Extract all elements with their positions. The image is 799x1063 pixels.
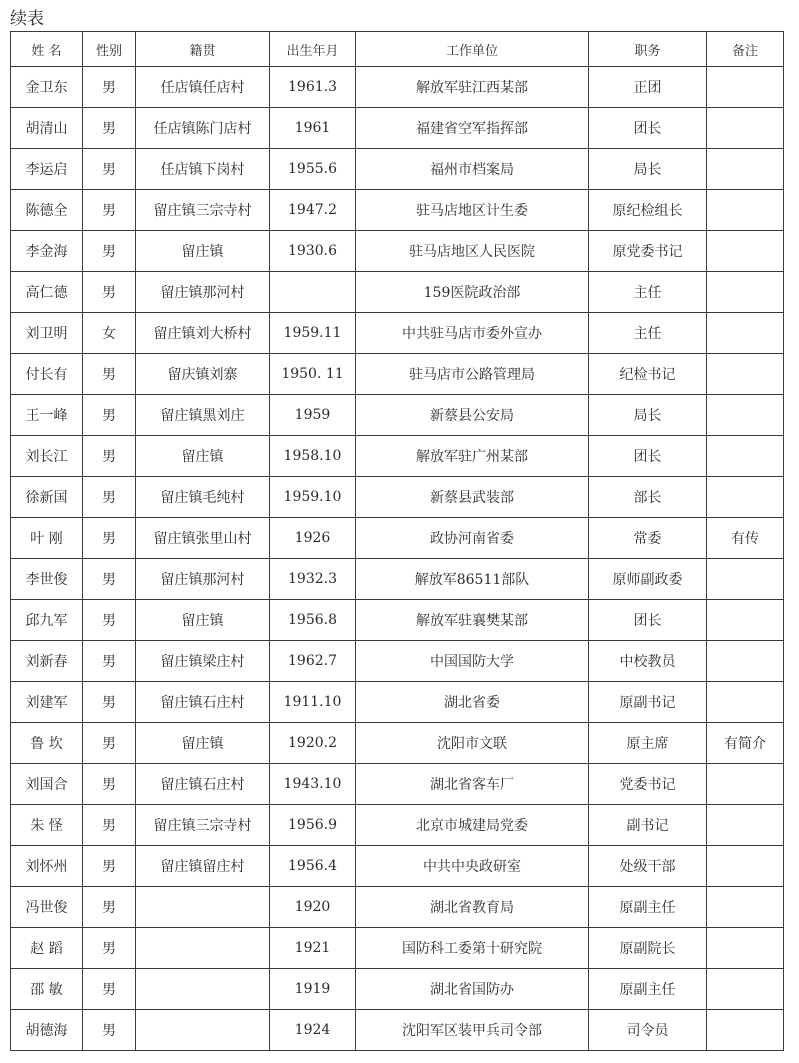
birth-date-cell: 1956.8: [270, 600, 356, 641]
name-cell: 叶 刚: [11, 518, 83, 559]
gender-cell: 男: [83, 231, 136, 272]
birth-date-cell: 1958.10: [270, 436, 356, 477]
header-birth-date: 出生年月: [270, 32, 356, 67]
remarks-cell: [707, 231, 784, 272]
birth-date-cell: 1955.6: [270, 149, 356, 190]
table-row: [11, 436, 784, 477]
gender-cell: 男: [83, 67, 136, 108]
name-cell: 刘新春: [11, 641, 83, 682]
table-row: [11, 559, 784, 600]
table-row: [11, 354, 784, 395]
work-unit-cell: 新蔡县公安局: [356, 395, 589, 436]
work-unit-cell: 北京市城建局党委: [356, 805, 589, 846]
birth-date-cell: 1920: [270, 887, 356, 928]
table-row: [11, 108, 784, 149]
table-row: [11, 600, 784, 641]
table-row: [11, 313, 784, 354]
position-cell: 司令员: [589, 1010, 707, 1051]
work-unit-cell: 驻马店地区人民医院: [356, 231, 589, 272]
birth-date-cell: [270, 272, 356, 313]
birth-date-cell: 1959.11: [270, 313, 356, 354]
remarks-cell: [707, 641, 784, 682]
gender-cell: 女: [83, 313, 136, 354]
table-row: [11, 969, 784, 1010]
work-unit-cell: 159医院政治部: [356, 272, 589, 313]
position-cell: 原纪检组长: [589, 190, 707, 231]
header-remarks: 备注: [707, 32, 784, 67]
table-row: [11, 1010, 784, 1051]
native-place-cell: [136, 928, 270, 969]
position-cell: 原副主任: [589, 887, 707, 928]
personnel-table: [10, 31, 784, 1051]
name-cell: 刘卫明: [11, 313, 83, 354]
position-cell: 原主席: [589, 723, 707, 764]
native-place-cell: 留庄镇黑刘庄: [136, 395, 270, 436]
work-unit-cell: 解放军驻江西某部: [356, 67, 589, 108]
name-cell: 胡清山: [11, 108, 83, 149]
table-row: [11, 928, 784, 969]
name-cell: 冯世俊: [11, 887, 83, 928]
work-unit-cell: 湖北省委: [356, 682, 589, 723]
birth-date-cell: 1959.10: [270, 477, 356, 518]
native-place-cell: [136, 969, 270, 1010]
remarks-cell: [707, 559, 784, 600]
native-place-cell: 留庄镇三宗寺村: [136, 805, 270, 846]
table-row: [11, 67, 784, 108]
position-cell: 局长: [589, 149, 707, 190]
native-place-cell: 任店镇下岗村: [136, 149, 270, 190]
name-cell: 邵 敏: [11, 969, 83, 1010]
birth-date-cell: 1956.4: [270, 846, 356, 887]
name-cell: 鲁 坎: [11, 723, 83, 764]
table-row: [11, 231, 784, 272]
native-place-cell: 留庄镇毛纯村: [136, 477, 270, 518]
native-place-cell: [136, 887, 270, 928]
work-unit-cell: 中国国防大学: [356, 641, 589, 682]
birth-date-cell: 1961: [270, 108, 356, 149]
native-place-cell: 留庆镇刘寨: [136, 354, 270, 395]
table-row: [11, 805, 784, 846]
header-gender: 性别: [83, 32, 136, 67]
name-cell: 王一峰: [11, 395, 83, 436]
position-cell: 党委书记: [589, 764, 707, 805]
work-unit-cell: 湖北省国防办: [356, 969, 589, 1010]
table-row: [11, 641, 784, 682]
remarks-cell: [707, 108, 784, 149]
native-place-cell: 留庄镇张里山村: [136, 518, 270, 559]
position-cell: 原副书记: [589, 682, 707, 723]
name-cell: 胡德海: [11, 1010, 83, 1051]
header-row: [11, 32, 784, 67]
work-unit-cell: 沈阳军区装甲兵司令部: [356, 1010, 589, 1051]
table-row: [11, 518, 784, 559]
work-unit-cell: 新蔡县武装部: [356, 477, 589, 518]
native-place-cell: 留庄镇: [136, 723, 270, 764]
birth-date-cell: 1943.10: [270, 764, 356, 805]
work-unit-cell: 湖北省教育局: [356, 887, 589, 928]
position-cell: 副书记: [589, 805, 707, 846]
gender-cell: 男: [83, 436, 136, 477]
native-place-cell: 留庄镇: [136, 436, 270, 477]
name-cell: 刘长江: [11, 436, 83, 477]
remarks-cell: [707, 1010, 784, 1051]
table-row: [11, 395, 784, 436]
position-cell: 原副院长: [589, 928, 707, 969]
work-unit-cell: 福州市档案局: [356, 149, 589, 190]
name-cell: 李运启: [11, 149, 83, 190]
position-cell: 中校教员: [589, 641, 707, 682]
name-cell: 刘怀州: [11, 846, 83, 887]
header-native-place: 籍贯: [136, 32, 270, 67]
header-name: 姓 名: [11, 32, 83, 67]
work-unit-cell: 解放军驻襄樊某部: [356, 600, 589, 641]
work-unit-cell: 福建省空军指挥部: [356, 108, 589, 149]
birth-date-cell: 1919: [270, 969, 356, 1010]
position-cell: 主任: [589, 272, 707, 313]
table-row: [11, 272, 784, 313]
remarks-cell: [707, 928, 784, 969]
birth-date-cell: 1961.3: [270, 67, 356, 108]
native-place-cell: 任店镇陈门店村: [136, 108, 270, 149]
work-unit-cell: 湖北省客车厂: [356, 764, 589, 805]
table-row: [11, 477, 784, 518]
native-place-cell: 留庄镇梁庄村: [136, 641, 270, 682]
remarks-cell: [707, 600, 784, 641]
table-row: [11, 846, 784, 887]
native-place-cell: 留庄镇石庄村: [136, 764, 270, 805]
work-unit-cell: 解放军86511部队: [356, 559, 589, 600]
name-cell: 高仁德: [11, 272, 83, 313]
remarks-cell: [707, 67, 784, 108]
gender-cell: 男: [83, 1010, 136, 1051]
native-place-cell: 留庄镇那河村: [136, 559, 270, 600]
gender-cell: 男: [83, 764, 136, 805]
work-unit-cell: 国防科工委第十研究院: [356, 928, 589, 969]
header-position: 职务: [589, 32, 707, 67]
birth-date-cell: 1956.9: [270, 805, 356, 846]
birth-date-cell: 1959: [270, 395, 356, 436]
position-cell: 处级干部: [589, 846, 707, 887]
gender-cell: 男: [83, 395, 136, 436]
work-unit-cell: 中共中央政研室: [356, 846, 589, 887]
gender-cell: 男: [83, 149, 136, 190]
position-cell: 团长: [589, 436, 707, 477]
gender-cell: 男: [83, 805, 136, 846]
remarks-cell: 有简介: [707, 723, 784, 764]
remarks-cell: [707, 805, 784, 846]
gender-cell: 男: [83, 846, 136, 887]
work-unit-cell: 驻马店市公路管理局: [356, 354, 589, 395]
position-cell: 常委: [589, 518, 707, 559]
header-work-unit: 工作单位: [356, 32, 589, 67]
name-cell: 金卫东: [11, 67, 83, 108]
remarks-cell: [707, 682, 784, 723]
position-cell: 团长: [589, 600, 707, 641]
table-row: [11, 723, 784, 764]
name-cell: 刘建军: [11, 682, 83, 723]
name-cell: 朱 怪: [11, 805, 83, 846]
position-cell: 主任: [589, 313, 707, 354]
native-place-cell: 留庄镇刘大桥村: [136, 313, 270, 354]
table-row: [11, 682, 784, 723]
work-unit-cell: 沈阳市文联: [356, 723, 589, 764]
table-row: [11, 764, 784, 805]
gender-cell: 男: [83, 477, 136, 518]
work-unit-cell: 政协河南省委: [356, 518, 589, 559]
remarks-cell: [707, 846, 784, 887]
table-row: [11, 887, 784, 928]
table-body: [11, 67, 784, 1051]
gender-cell: 男: [83, 969, 136, 1010]
birth-date-cell: 1911.10: [270, 682, 356, 723]
remarks-cell: [707, 764, 784, 805]
birth-date-cell: 1950. 11: [270, 354, 356, 395]
position-cell: 原师副政委: [589, 559, 707, 600]
name-cell: 李世俊: [11, 559, 83, 600]
birth-date-cell: 1962.7: [270, 641, 356, 682]
remarks-cell: [707, 313, 784, 354]
position-cell: 原党委书记: [589, 231, 707, 272]
remarks-cell: [707, 190, 784, 231]
native-place-cell: 留庄镇: [136, 600, 270, 641]
remarks-cell: 有传: [707, 518, 784, 559]
birth-date-cell: 1921: [270, 928, 356, 969]
gender-cell: 男: [83, 887, 136, 928]
birth-date-cell: 1930.6: [270, 231, 356, 272]
remarks-cell: [707, 887, 784, 928]
gender-cell: 男: [83, 272, 136, 313]
native-place-cell: 留庄镇: [136, 231, 270, 272]
native-place-cell: 留庄镇石庄村: [136, 682, 270, 723]
birth-date-cell: 1926: [270, 518, 356, 559]
remarks-cell: [707, 149, 784, 190]
name-cell: 付长有: [11, 354, 83, 395]
work-unit-cell: 中共驻马店市委外宣办: [356, 313, 589, 354]
name-cell: 刘国合: [11, 764, 83, 805]
remarks-cell: [707, 477, 784, 518]
gender-cell: 男: [83, 190, 136, 231]
table-row: [11, 149, 784, 190]
birth-date-cell: 1947.2: [270, 190, 356, 231]
name-cell: 陈德全: [11, 190, 83, 231]
name-cell: 李金海: [11, 231, 83, 272]
birth-date-cell: 1932.3: [270, 559, 356, 600]
gender-cell: 男: [83, 518, 136, 559]
work-unit-cell: 驻马店地区计生委: [356, 190, 589, 231]
remarks-cell: [707, 969, 784, 1010]
native-place-cell: [136, 1010, 270, 1051]
position-cell: 团长: [589, 108, 707, 149]
gender-cell: 男: [83, 108, 136, 149]
work-unit-cell: 解放军驻广州某部: [356, 436, 589, 477]
position-cell: 局长: [589, 395, 707, 436]
native-place-cell: 留庄镇留庄村: [136, 846, 270, 887]
native-place-cell: 留庄镇那河村: [136, 272, 270, 313]
position-cell: 纪检书记: [589, 354, 707, 395]
birth-date-cell: 1920.2: [270, 723, 356, 764]
table-row: [11, 190, 784, 231]
position-cell: 原副主任: [589, 969, 707, 1010]
name-cell: 徐新国: [11, 477, 83, 518]
birth-date-cell: 1924: [270, 1010, 356, 1051]
remarks-cell: [707, 354, 784, 395]
position-cell: 正团: [589, 67, 707, 108]
gender-cell: 男: [83, 559, 136, 600]
name-cell: 赵 蹈: [11, 928, 83, 969]
gender-cell: 男: [83, 723, 136, 764]
remarks-cell: [707, 395, 784, 436]
native-place-cell: 任店镇任店村: [136, 67, 270, 108]
native-place-cell: 留庄镇三宗寺村: [136, 190, 270, 231]
name-cell: 邱九军: [11, 600, 83, 641]
gender-cell: 男: [83, 354, 136, 395]
position-cell: 部长: [589, 477, 707, 518]
table-caption: 续表: [10, 9, 44, 29]
gender-cell: 男: [83, 928, 136, 969]
gender-cell: 男: [83, 641, 136, 682]
remarks-cell: [707, 272, 784, 313]
remarks-cell: [707, 436, 784, 477]
gender-cell: 男: [83, 600, 136, 641]
gender-cell: 男: [83, 682, 136, 723]
